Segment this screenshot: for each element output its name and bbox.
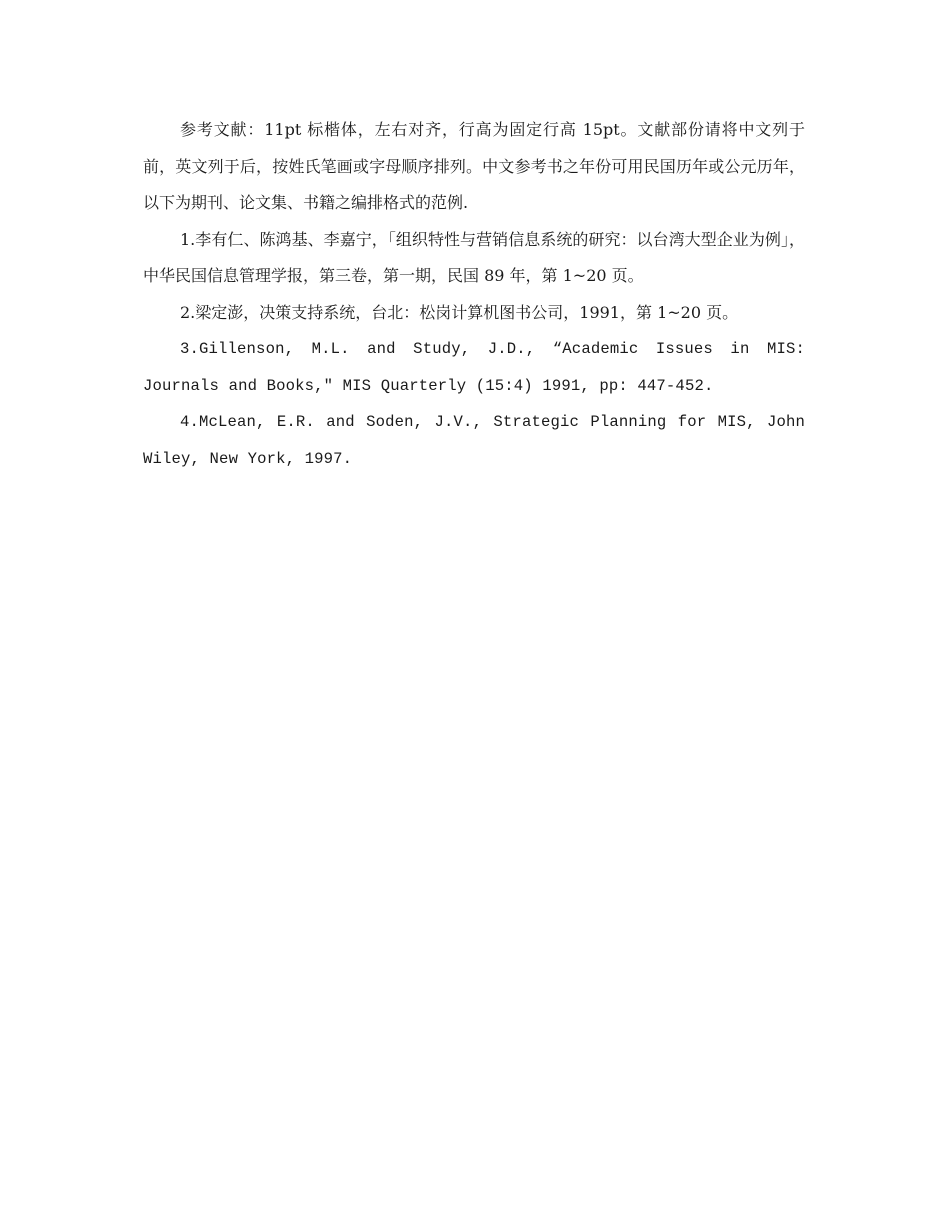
reference-item-2: 2.梁定澎，决策支持系统，台北：松岗计算机图书公司，1991，第 1~20 页。 <box>180 302 739 322</box>
reference-item-1: 1.李有仁、陈鸿基、李嘉宁，「组织特性与营销信息系统的研究：以台湾大型企业为例」，中华民国信息管理学报，第三卷，第一期，民国 89 年，第 1~20 页。 <box>143 229 805 285</box>
reference-item-4: 4.McLean, E.R. and Soden, J.V., Strategic Planning for MIS, John Wiley, New York, 1997. <box>143 413 805 468</box>
reference-format-note: 参考文献：11pt 标楷体，左右对齐，行高为固定行高 15pt。文献部份请将中文列于前，英文列于后，按姓氏笔画或字母顺序排列。中文参考书之年份可用民国历年或公元历年，以下为期刊、论文集、书籍之编排格式的范例. <box>143 120 805 212</box>
reference-section <box>143 112 805 477</box>
reference-item-3: 3.Gillenson, M.L. and Study, J.D., “Academic Issues in MIS: Journals and Books,″ MIS Quarterly (15:4) 1991, pp: 447-452. <box>143 340 805 395</box>
